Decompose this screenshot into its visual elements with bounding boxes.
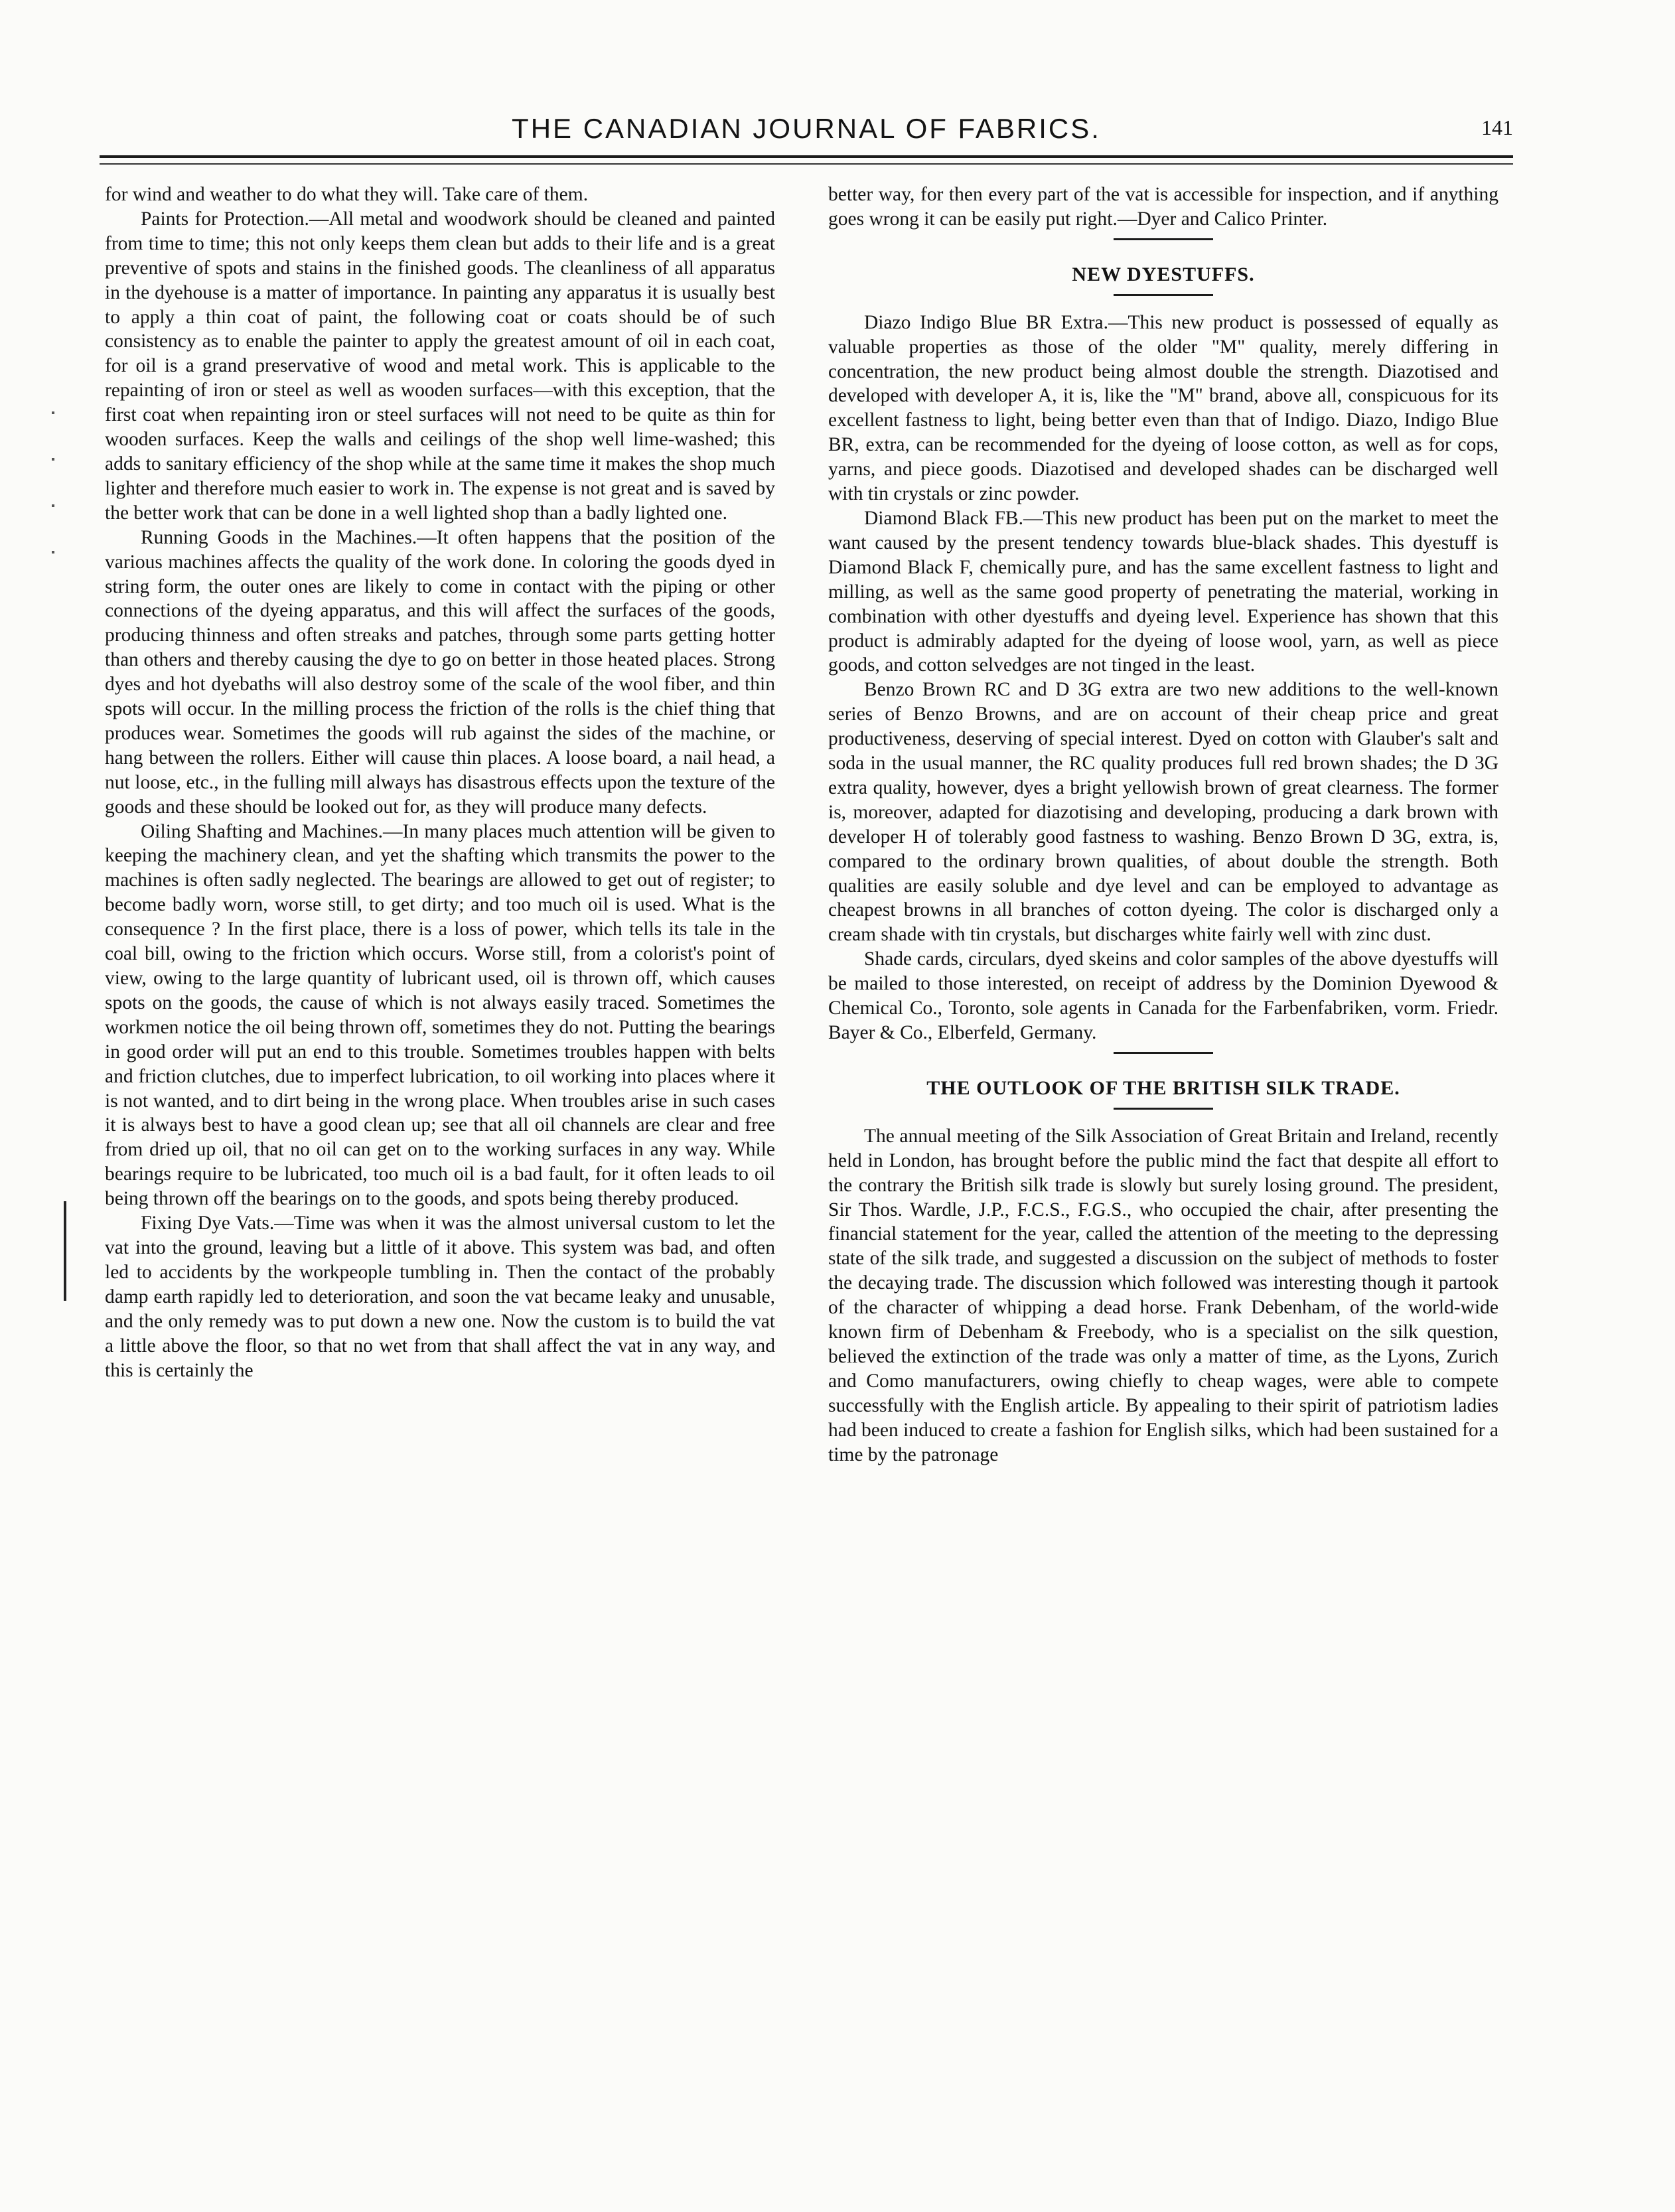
paragraph: for wind and weather to do what they will. Take care of them. <box>105 184 589 205</box>
margin-dot <box>52 504 54 507</box>
paragraph-benzo-brown: Benzo Brown RC and D 3G extra are two new additions to the well-known series of Benzo Browns, and are on account of their cheap price and great productiveness, deserving of special interest. Dyed on cotton with Glauber's salt and soda in the usual manner, the RC quality produces full red brown shades; the D 3G extra quality, however, dyes a bright yellowish brown of great clearness. The former is, moreover, adapted for diazotising and developing, producing a dark brown with developer H of tolerably good fastness to washing. Benzo Brown D 3G, extra, is, compared to the ordinary brown qualities, of about double the strength. Both qualities are easily soluble and dye level and can be employed to advantage as cheapest browns in all branches of cotton dyeing. The color is discharged only a cream shade with tin crystals, but discharges white fairly well with zinc dust. <box>828 679 1498 946</box>
paragraph-diazo-indigo: Diazo Indigo Blue BR Extra.—This new product is possessed of equally as valuable properties as those of the older "M" quality, merely differing in concentration, the new product being almost double the strength. Diazotised and developed with developer A, it is, like the "M" brand, above all, conspicuous for its excellent fastness to light, being better even than that of Indigo. Diazo, Indigo Blue BR, extra, can be recommended for the dyeing of loose cotton, as well as for cops, yarns, and piece goods. Diazotised and developed shades can be discharged well with tin crystals or zinc powder. <box>828 311 1498 505</box>
journal-title: THE CANADIAN JOURNAL OF FABRICS. <box>512 113 1101 144</box>
paragraph-running-goods: Running Goods in the Machines.—It often happens that the position of the various machines affects the quality of the work done. In coloring the goods dyed in string form, the outer ones are likely to come in contact with the piping or other connections of the dyeing apparatus, and this will affect the surfaces of the goods, producing thinness and often streaks and patches, through some parts getting hotter than others and thereby causing the dye to go on better in those heated places. Strong dyes and hot dyebaths will also destroy some of the scale of the wool fiber, and thin spots will occur. In the milling process the friction of the rolls is the chief thing that produces wear. Sometimes the goods will rub against the sides of the machine, or hang between the rollers. Either will cause thin places. A loose board, a nail head, a nut loose, etc., in the fulling mill always has disastrous effects upon the texture of the goods and these should be looked out for, as they will produce many defects. <box>105 526 775 818</box>
paragraph-diamond-black: Diamond Black FB.—This new product has been put on the market to meet the want caused by the present tendency towards blue-black shades. This dyestuff is Diamond Black F, chemically pure, and has the same excellent fastness to light and milling, as well as the same good property of penetrating the material, working in combination with other dyestuffs and dyeing level. Experience has shown that this product is admirably adapted for the dyeing of loose wool, yarn, as well as piece goods, and cotton selvedges are not tinged in the least. <box>828 507 1498 676</box>
margin-dot <box>52 551 54 553</box>
paragraph-continuation: better way, for then every part of the vat is accessible for inspection, and if anything goes wrong it can be easily put right.—Dyer and Calico Printer. <box>828 184 1498 230</box>
page-header <box>100 100 1513 153</box>
header-rule-thick <box>100 155 1513 158</box>
left-column <box>105 183 775 1382</box>
paragraph-oiling-shafting: Oiling Shafting and Machines.—In many places much attention will be given to keeping the machinery clean, and yet the shafting which transmits the power to the machines is often sadly neglected. The bearings are allowed to get out of register; to become badly worn, worse still, to get dirty; and too much oil is used. What is the consequence ? In the first place, there is a loss of power, which tells its tale in the coal bill, owing to the friction which occurs. Worse still, from a colorist's point of view, owing to the large quantity of lubricant used, oil is thrown off, which causes spots on the goods, the cause of which is not always easily traced. Sometimes the workmen notice the oil being thrown off, sometimes they do not. Putting the bearings in good order will put an end to this trouble. Sometimes troubles happen with belts and friction clutches, due to imperfect lubrication, to oil working into places where it is not wanted, and to dirt being in the wrong place. When troubles arise in such cases it is always best to have a good clean up; see that all oil channels are clear and free from dried up oil, that no oil can get on to the working surfaces in any way. While bearings require to be lubricated, too much oil is a bad fault, for it often leads to oil being thrown off the bearings on to the goods, and spots being thereby produced. <box>105 820 775 1210</box>
paragraph-silk-association: The annual meeting of the Silk Association of Great Britain and Ireland, recently held in London, has brought before the public mind the fact that despite all effort to the contrary the British silk trade is slowly but surely losing ground. The president, Sir Thos. Wardle, J.P., F.C.S., F.G.S., who occupied the chair, after presenting the financial statement for the year, called the attention of the meeting to the depressing state of the silk trade, and suggested a discussion on the subject of methods to foster the decaying trade. The discussion which followed was interesting though it partook of the character of whipping a dead horse. Frank Debenham, of the world-wide known firm of Debenham & Freebody, who is a specialist on the silk question, believed the extinction of the trade was only a matter of time, as the Lyons, Zurich and Como manufacturers, owing chiefly to cheap wages, were able to compete successfully with the English article. By appealing to their spirit of patriotism ladies had been induced to create a fashion for English silks, which had been sustained for a time by the patronage <box>828 1125 1498 1465</box>
right-column <box>828 183 1498 1467</box>
margin-bracket <box>64 1201 66 1301</box>
section-heading-british-silk-trade: THE OUTLOOK OF THE BRITISH SILK TRADE. <box>926 1076 1400 1099</box>
heading-underline <box>1114 1108 1213 1110</box>
paragraph-paints-for-protection: Paints for Protection.—All metal and woodwork should be cleaned and painted from time to time; this not only keeps them clean but adds to their life and is a great preventive of spots and stains in the finished goods. The cleanliness of all apparatus in the dyehouse is a matter of importance. In painting any apparatus it is usually best to apply a thin coat of paint, the following coat or coats should be of such consistency as to enable the painter to apply the greatest amount of oil in each coat, for oil is a grand preservative of wood and metal work. This is applicable to the repainting of iron or steel as well as wooden surfaces—with this exception, that the first coat when repainting iron or steel surfaces will not need to be quite as thin for wooden surfaces. Keep the walls and ceilings of the shop well lime-washed; this adds to sanitary efficiency of the shop while at the same time it makes the shop much lighter and therefore much easier to work in. The expense is not great and is saved by the better work that can be done in a well lighted shop than a badly lighted one. <box>105 208 775 524</box>
header-rule-thin <box>100 163 1513 165</box>
margin-dot <box>52 458 54 461</box>
paragraph-shade-cards: Shade cards, circulars, dyed skeins and color samples of the above dyestuffs will be mailed to those interested, on receipt of address by the Dominion Dyewood & Chemical Co., Toronto, sole agents in Canada for the Farbenfabriken, vorm. Friedr. Bayer & Co., Elberfeld, Germany. <box>828 948 1498 1043</box>
section-heading-new-dyestuffs: NEW DYESTUFFS. <box>1072 263 1255 285</box>
section-divider <box>1114 1052 1213 1054</box>
heading-underline <box>1114 294 1213 296</box>
margin-dot <box>52 411 54 414</box>
paragraph-fixing-dye-vats: Fixing Dye Vats.—Time was when it was the almost universal custom to let the vat into the ground, leaving but a little of it above. This system was bad, and often led to accidents by the workpeople tumbling in. Then the contact of the probably damp earth rapidly led to deterioration, and soon the vat became leaky and unusable, and the only remedy was to put down a new one. Now the custom is to build the vat a little above the floor, so that no wet from that shall affect the vat in any way, and this is certainly the <box>105 1213 775 1381</box>
page-number: 141 <box>1481 115 1513 139</box>
section-divider <box>1114 238 1213 240</box>
